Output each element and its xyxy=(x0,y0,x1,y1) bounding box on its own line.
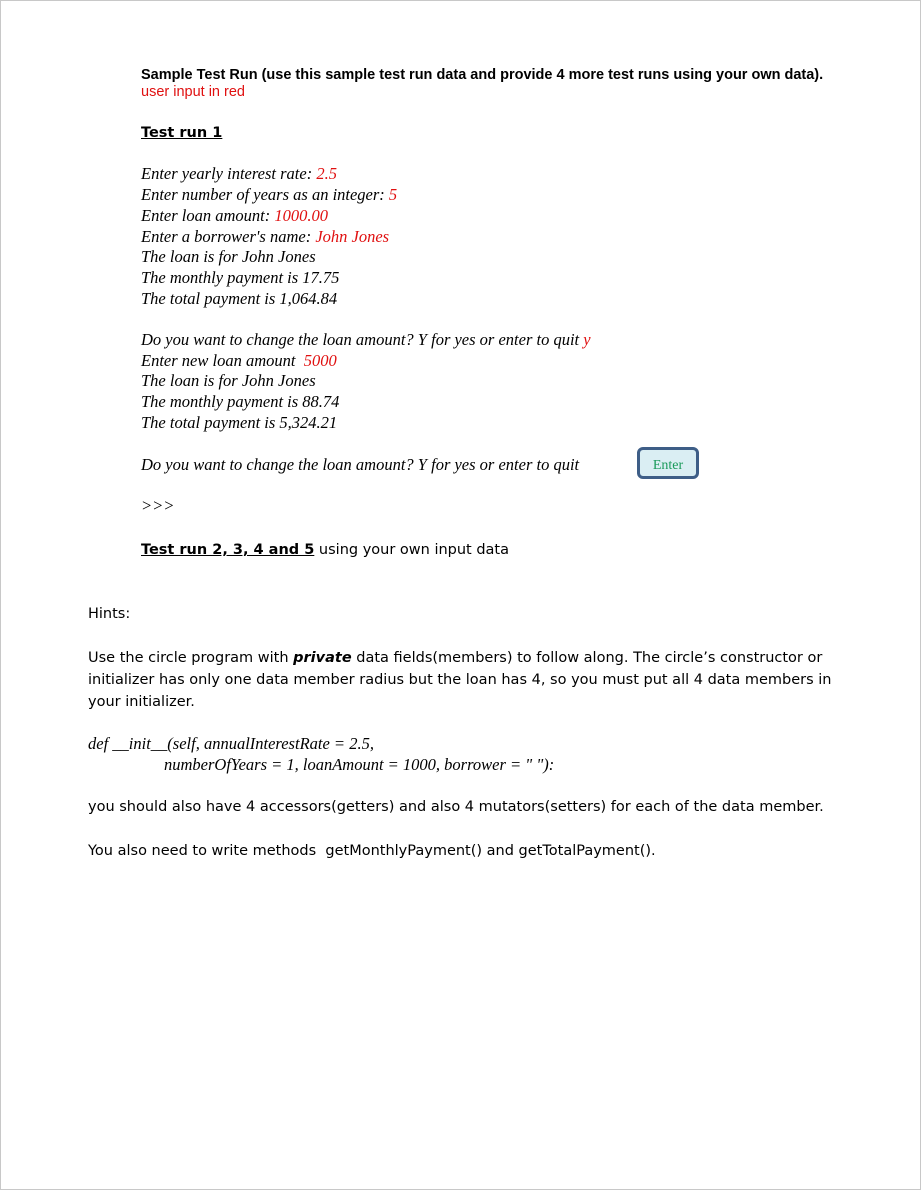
test-run-1-title: Test run 1 xyxy=(141,125,223,141)
sample-test-run-heading xyxy=(141,67,831,101)
hints-label: Hints: xyxy=(88,606,131,622)
transcript-line: The monthly payment is 88.74 xyxy=(141,392,340,411)
transcript-line: Enter yearly interest rate: 2.5 xyxy=(141,164,337,183)
private-emphasis: private xyxy=(293,650,352,666)
transcript-line: Enter loan amount: 1000.00 xyxy=(141,206,328,225)
init-signature-line-1: def __init__(self, annualInterestRate = 2.5, xyxy=(88,734,374,753)
hints-paragraph-2: you should also have 4 accessors(getters) and also 4 mutators(setters) for each of the data member. xyxy=(88,799,824,815)
init-signature-line-2: numberOfYears = 1, loanAmount = 1000, borrower = " "): xyxy=(164,755,555,774)
test-run-more-suffix: using your own input data xyxy=(314,542,510,558)
transcript-line: Enter a borrower's name: John Jones xyxy=(141,227,390,246)
shell-prompt: >>> xyxy=(141,496,175,515)
transcript-line: Enter number of years as an integer: 5 xyxy=(141,185,398,204)
transcript-line: The loan is for John Jones xyxy=(141,371,316,390)
transcript-line: The loan is for John Jones xyxy=(141,247,316,266)
hints-paragraph-3: You also need to write methods getMonthlyPayment() and getTotalPayment(). xyxy=(88,843,656,859)
transcript-line: Do you want to change the loan amount? Y for yes or enter to quit xyxy=(141,455,580,474)
transcript-line: The total payment is 5,324.21 xyxy=(141,413,338,432)
heading-red-note: user input in red xyxy=(141,84,245,100)
test-run-more-title: Test run 2, 3, 4 and 5 xyxy=(141,542,315,558)
transcript-line: Do you want to change the loan amount? Y for yes or enter to quit y xyxy=(141,330,591,349)
test-run-more-line xyxy=(141,539,509,561)
transcript-line: The total payment is 1,064.84 xyxy=(141,289,338,308)
transcript-line: The monthly payment is 17.75 xyxy=(141,268,340,287)
enter-button[interactable]: Enter xyxy=(637,447,699,479)
heading-bold-text: Sample Test Run (use this sample test run data and provide 4 more test runs using your own data). xyxy=(141,67,824,83)
transcript-line: Enter new loan amount 5000 xyxy=(141,351,337,370)
hints-paragraph-1: Use the circle program with private data fields(members) to follow along. The circle’s constructor or initializer has only one data member radius but the loan has 4, so you must put all 4 data members in your initializer. xyxy=(88,650,832,710)
